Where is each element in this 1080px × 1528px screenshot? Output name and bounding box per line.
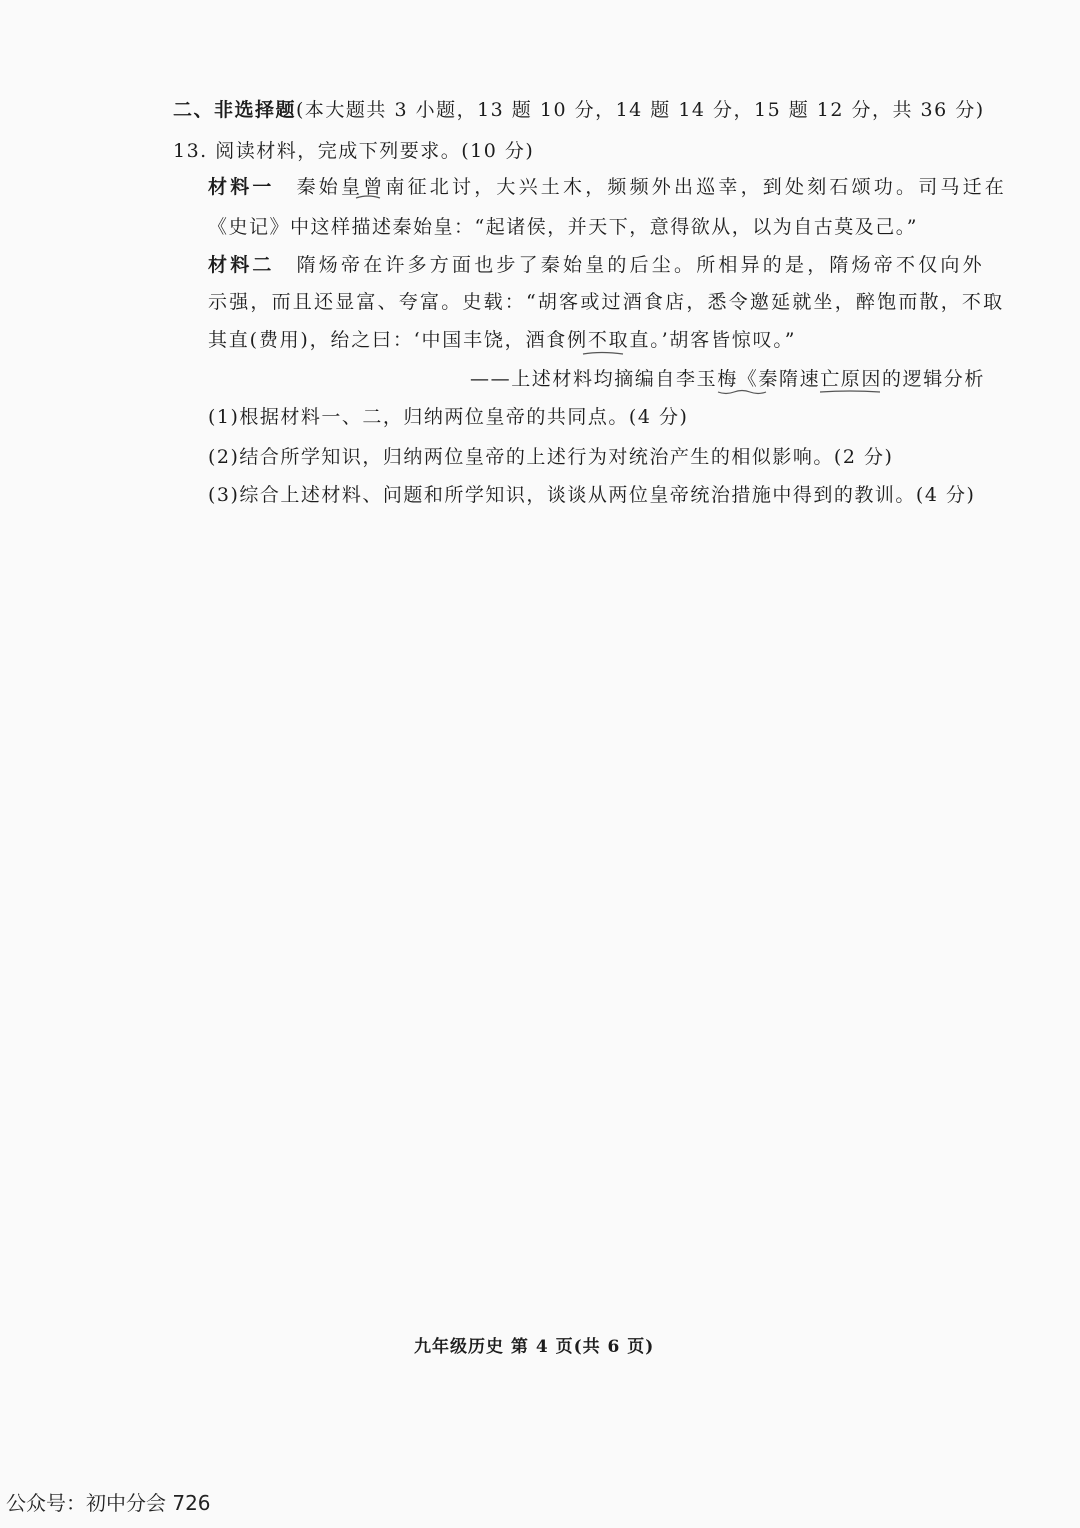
material-2-line-3: 其直(费用)，绐之曰：‘中国丰饶，酒食例不取直。’胡客皆惊叹。” bbox=[208, 329, 797, 351]
sub-question-3: (3)综合上述材料、问题和所学知识，谈谈从两位皇帝统治措施中得到的教训。(4 分) bbox=[208, 484, 976, 506]
section-heading bbox=[173, 96, 985, 124]
section-scoring-note: (本大题共 3 小题，13 题 10 分，14 题 14 分，15 题 12 分，共 36 分) bbox=[296, 99, 985, 121]
material-2-text-1: 隋炀帝在许多方面也步了秦始皇的后尘。所相异的是，隋炀帝不仅向外 bbox=[296, 254, 985, 276]
material-2-line-2: 示强，而且还显富、夸富。史载：“胡客或过酒食店，悉令邀延就坐，醉饱而散，不取 bbox=[208, 291, 1005, 313]
material-1-line-1 bbox=[208, 173, 1007, 201]
sub-question-2: (2)结合所学知识，归纳两位皇帝的上述行为对统治产生的相似影响。(2 分) bbox=[208, 446, 894, 468]
material-1-label: 材料一 bbox=[208, 176, 275, 198]
material-source-citation: ——上述材料均摘编自李玉梅《秦隋速亡原因的逻辑分析 bbox=[470, 368, 986, 390]
watermark-text: 公众号：初中分会 726 bbox=[6, 1491, 211, 1515]
material-2-label: 材料二 bbox=[208, 254, 275, 276]
page-footer: 九年级历史 第 4 页(共 6 页) bbox=[414, 1337, 655, 1357]
material-1-text-1: 秦始皇曾南征北讨，大兴土木，频频外出巡幸，到处刻石颂功。司马迁在 bbox=[296, 176, 1008, 198]
material-1-line-2: 《史记》中这样描述秦始皇：“起诸侯，并天下，意得欲从，以为自古莫及己。” bbox=[208, 216, 918, 238]
sub-question-1: (1)根据材料一、二，归纳两位皇帝的共同点。(4 分) bbox=[208, 406, 689, 428]
material-2-line-1 bbox=[208, 251, 985, 279]
section-title: 二、非选择题 bbox=[173, 99, 297, 121]
question-13-prompt: 13. 阅读材料，完成下列要求。(10 分) bbox=[173, 140, 535, 162]
